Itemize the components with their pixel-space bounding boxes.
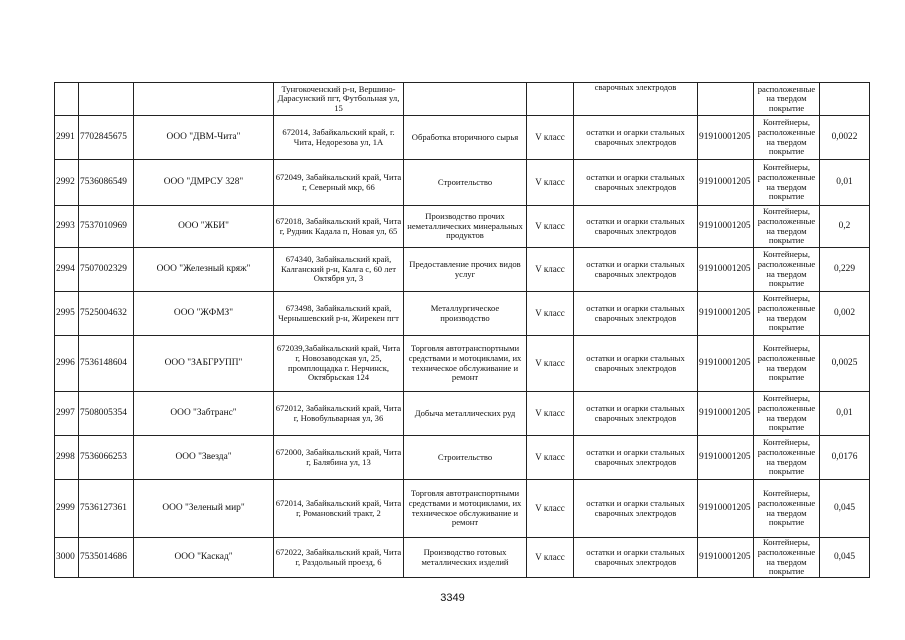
table-row [55,206,870,248]
cell-code: 91910001205 [698,436,754,480]
cell-activity: Добыча металлических руд [404,392,527,436]
cell-class: V класс [527,336,574,392]
cell-activity: Металлургическое производство [404,292,527,336]
cell-storage: Контейнеры, расположенные на твердом покрытие [754,336,820,392]
cell-amount: 0,045 [820,538,870,578]
cell-inn: 7536066253 [79,436,134,480]
cell-class: V класс [527,538,574,578]
cell-waste: остатки и огарки стальных сварочных электродов [574,248,698,292]
page-number: 3349 [440,592,465,604]
cell-code: 91910001205 [698,392,754,436]
cell-amount: 0,0025 [820,336,870,392]
cell-class: V класс [527,116,574,160]
cell-code: 91910001205 [698,248,754,292]
cell-class: V класс [527,480,574,538]
cell-address: 674340, Забайкальский край, Калганский р-н, Калга с, 60 лет Октября ул, 3 [274,248,404,292]
cell-code: 91910001205 [698,206,754,248]
cell-code: 91910001205 [698,538,754,578]
cell-num: 2995 [55,292,79,336]
cell-storage: Контейнеры, расположенные на твердом покрытие [754,436,820,480]
cell-address: 673498, Забайкальский край, Чернышевский р-н, Жирекен пгт [274,292,404,336]
cell-num [55,83,79,116]
cell-class: V класс [527,436,574,480]
cell-address: 672049, Забайкальский край, Чита г, Северный мкр, 66 [274,160,404,206]
cell-waste: остатки и огарки стальных сварочных электродов [574,292,698,336]
cell-storage: расположенные на твердом покрытие [754,83,820,116]
cell-activity: Обработка вторичного сырья [404,116,527,160]
cell-activity: Строительство [404,160,527,206]
table-row [55,248,870,292]
table-body [55,83,870,578]
cell-storage: Контейнеры, расположенные на твердом покрытие [754,206,820,248]
table-row [55,538,870,578]
cell-waste: остатки и огарки стальных сварочных электродов [574,160,698,206]
cell-org: ООО "ЖФМЗ" [134,292,274,336]
cell-num: 2993 [55,206,79,248]
cell-class [527,83,574,116]
cell-class: V класс [527,248,574,292]
table-row [55,436,870,480]
cell-amount [820,83,870,116]
cell-inn: 7537010969 [79,206,134,248]
cell-class: V класс [527,206,574,248]
cell-num: 3000 [55,538,79,578]
cell-inn: 7508005354 [79,392,134,436]
cell-inn: 7536086549 [79,160,134,206]
table-row-continued [55,83,870,116]
cell-num: 2998 [55,436,79,480]
cell-org [134,83,274,116]
cell-storage: Контейнеры, расположенные на твердом покрытие [754,480,820,538]
cell-waste: остатки и огарки стальных сварочных электродов [574,392,698,436]
cell-class: V класс [527,392,574,436]
cell-code: 91910001205 [698,336,754,392]
cell-inn: 7525004632 [79,292,134,336]
table-row [55,392,870,436]
cell-code [698,83,754,116]
cell-inn: 7507002329 [79,248,134,292]
cell-inn: 7536127361 [79,480,134,538]
cell-activity [404,83,527,116]
cell-waste: остатки и огарки стальных сварочных электродов [574,116,698,160]
cell-code: 91910001205 [698,160,754,206]
table-row [55,480,870,538]
cell-org: ООО "Зеленый мир" [134,480,274,538]
cell-org: ООО "ДМРСУ 328" [134,160,274,206]
cell-org: ООО "Каскад" [134,538,274,578]
cell-storage: Контейнеры, расположенные на твердом покрытие [754,248,820,292]
cell-activity: Предоставление прочих видов услуг [404,248,527,292]
cell-inn: 7535014686 [79,538,134,578]
cell-activity: Производство готовых металлических изделий [404,538,527,578]
cell-num: 2992 [55,160,79,206]
cell-org: ООО "Звезда" [134,436,274,480]
cell-amount: 0,01 [820,160,870,206]
cell-waste: остатки и огарки стальных сварочных электродов [574,436,698,480]
cell-num: 2994 [55,248,79,292]
cell-address: 672014, Забайкальский край, Чита г, Романовский тракт, 2 [274,480,404,538]
cell-org: ООО "Забтранс" [134,392,274,436]
cell-amount: 0,01 [820,392,870,436]
table-row [55,160,870,206]
table-row [55,292,870,336]
cell-waste: остатки и огарки стальных сварочных электродов [574,206,698,248]
cell-inn [79,83,134,116]
cell-address: 672000, Забайкальский край, Чита г, Балябина ул, 13 [274,436,404,480]
cell-class: V класс [527,160,574,206]
cell-amount: 0,002 [820,292,870,336]
table-row [55,336,870,392]
cell-amount: 0,0022 [820,116,870,160]
cell-storage: Контейнеры, расположенные на твердом покрытие [754,160,820,206]
cell-num: 2997 [55,392,79,436]
cell-storage: Контейнеры, расположенные на твердом покрытие [754,392,820,436]
cell-activity: Торговля автотранспортными средствами и мотоциклами, их техническое обслуживание и ремонт [404,480,527,538]
cell-code: 91910001205 [698,292,754,336]
cell-num: 2996 [55,336,79,392]
cell-inn: 7702845675 [79,116,134,160]
cell-address: 672022, Забайкальский край, Чита г, Раздольный проезд, 6 [274,538,404,578]
cell-inn: 7536148604 [79,336,134,392]
table-row [55,116,870,160]
cell-code: 91910001205 [698,116,754,160]
cell-activity: Строительство [404,436,527,480]
cell-num: 2991 [55,116,79,160]
cell-address: 672039,Забайкальский край, Чита г, Новозаводская ул, 25, промплощадка г. Нерчинск, Октябрьская 124 [274,336,404,392]
cell-org: ООО "ЖБИ" [134,206,274,248]
cell-activity: Производство прочих неметаллических минеральных продуктов [404,206,527,248]
cell-org: ООО "Железный кряж" [134,248,274,292]
cell-waste: остатки и огарки стальных сварочных электродов [574,480,698,538]
cell-address: 672018, Забайкальский край, Чита г, Рудник Кадала п, Новая ул, 65 [274,206,404,248]
cell-waste: остатки и огарки стальных сварочных электродов [574,538,698,578]
cell-activity: Торговля автотранспортными средствами и мотоциклами, их техническое обслуживание и ремонт [404,336,527,392]
cell-code: 91910001205 [698,480,754,538]
cell-waste: остатки и огарки стальных сварочных электродов [574,336,698,392]
cell-address: Тунгокоченский р-н, Вершино-Дарасунский пгт, Футбольная ул, 15 [274,83,404,116]
cell-amount: 0,2 [820,206,870,248]
cell-address: 672012, Забайкальский край, Чита г, Новобульварная ул, 36 [274,392,404,436]
cell-amount: 0,0176 [820,436,870,480]
cell-storage: Контейнеры, расположенные на твердом покрытие [754,292,820,336]
cell-org: ООО "ДВМ-Чита" [134,116,274,160]
cell-amount: 0,045 [820,480,870,538]
cell-waste: сварочных электродов [574,83,698,116]
cell-storage: Контейнеры, расположенные на твердом покрытие [754,116,820,160]
cell-storage: Контейнеры, расположенные на твердом покрытие [754,538,820,578]
cell-org: ООО "ЗАБГРУПП" [134,336,274,392]
cell-address: 672014, Забайкальский край, г. Чита, Недорезова ул, 1А [274,116,404,160]
waste-registry-table [54,82,870,578]
cell-amount: 0,229 [820,248,870,292]
cell-num: 2999 [55,480,79,538]
cell-class: V класс [527,292,574,336]
